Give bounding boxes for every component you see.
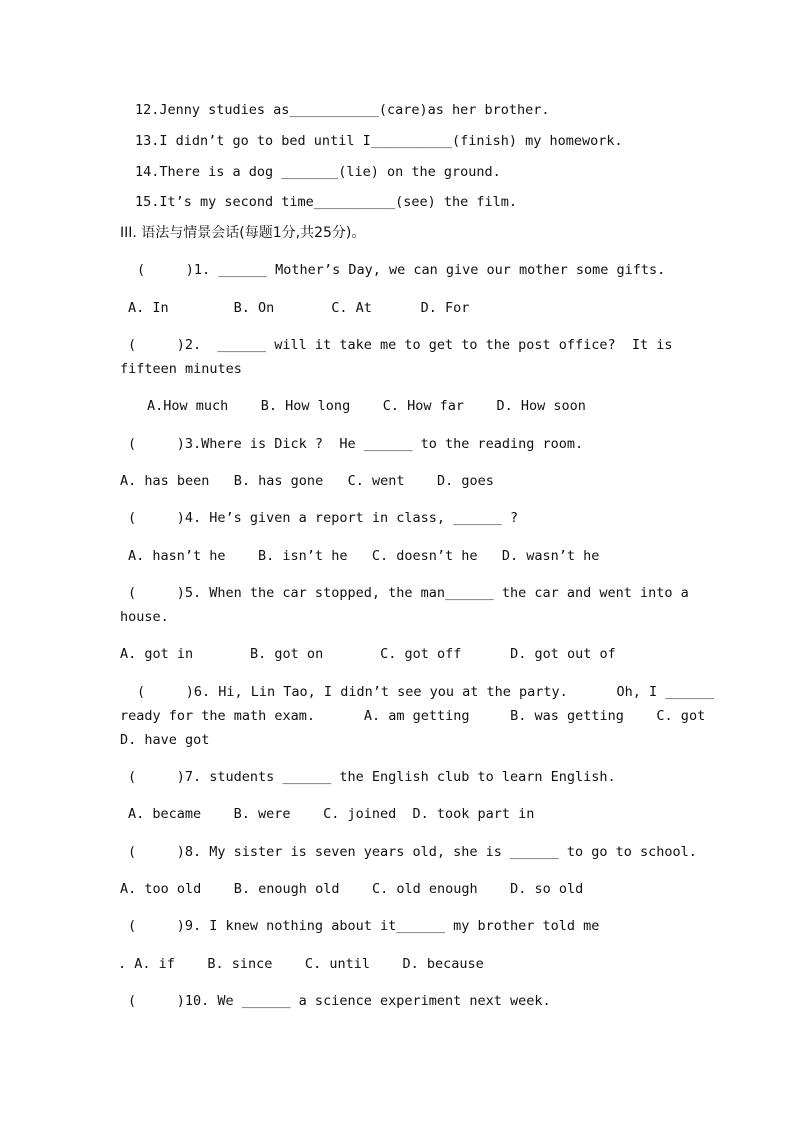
question-8-options: A. too old B. enough old C. old enough D. so old <box>120 881 584 897</box>
question-7-stem: ( )7. students ______ the English club to learn English. <box>128 769 616 785</box>
question-9-options: . A. if B. since C. until D. because <box>118 956 484 972</box>
question-2-stem-cont: fifteen minutes <box>120 361 242 377</box>
question-6-stem: ( )6. Hi, Lin Tao, I didn’t see you at the party. Oh, I ______ <box>137 684 715 700</box>
question-3-options: A. has been B. has gone C. went D. goes <box>120 473 494 489</box>
question-9-stem: ( )9. I knew nothing about it______ my brother told me <box>128 918 600 934</box>
question-6-stem-cont2: D. have got <box>120 732 210 748</box>
question-7-options: A. became B. were C. joined D. took part in <box>128 806 535 822</box>
question-5-stem: ( )5. When the car stopped, the man______ the car and went into a <box>128 585 689 601</box>
question-2-stem: ( )2. ______ will it take me to get to the post office? It is <box>128 337 673 353</box>
question-1-options: A. In B. On C. At D. For <box>128 300 470 316</box>
question-1-stem: ( )1. ______ Mother’s Day, we can give our mother some gifts. <box>137 262 666 278</box>
fill-in-item-14: 14.There is a dog _______(lie) on the ground. <box>135 164 501 180</box>
question-4-options: A. hasn’t he B. isn’t he C. doesn’t he D. wasn’t he <box>128 548 600 564</box>
question-10-stem: ( )10. We ______ a science experiment next week. <box>128 993 551 1009</box>
fill-in-item-13: 13.I didn’t go to bed until I__________(finish) my homework. <box>135 133 623 149</box>
question-5-stem-cont: house. <box>120 609 169 625</box>
question-2-options: A.How much B. How long C. How far D. How soon <box>147 398 586 414</box>
question-4-stem: ( )4. He’s given a report in class, ______ ? <box>128 510 519 526</box>
question-5-options: A. got in B. got on C. got off D. got out of <box>120 646 616 662</box>
question-6-stem-cont: ready for the math exam. A. am getting B. was getting C. got <box>120 708 706 724</box>
question-8-stem: ( )8. My sister is seven years old, she is ______ to go to school. <box>128 844 697 860</box>
section-heading: III. 语法与情景会话(每题1分,共25分)。 <box>120 225 366 241</box>
question-3-stem: ( )3.Where is Dick ? He ______ to the reading room. <box>128 436 584 452</box>
fill-in-item-12: 12.Jenny studies as___________(care)as her brother. <box>135 102 550 118</box>
fill-in-item-15: 15.It’s my second time__________(see) the film. <box>135 194 518 210</box>
